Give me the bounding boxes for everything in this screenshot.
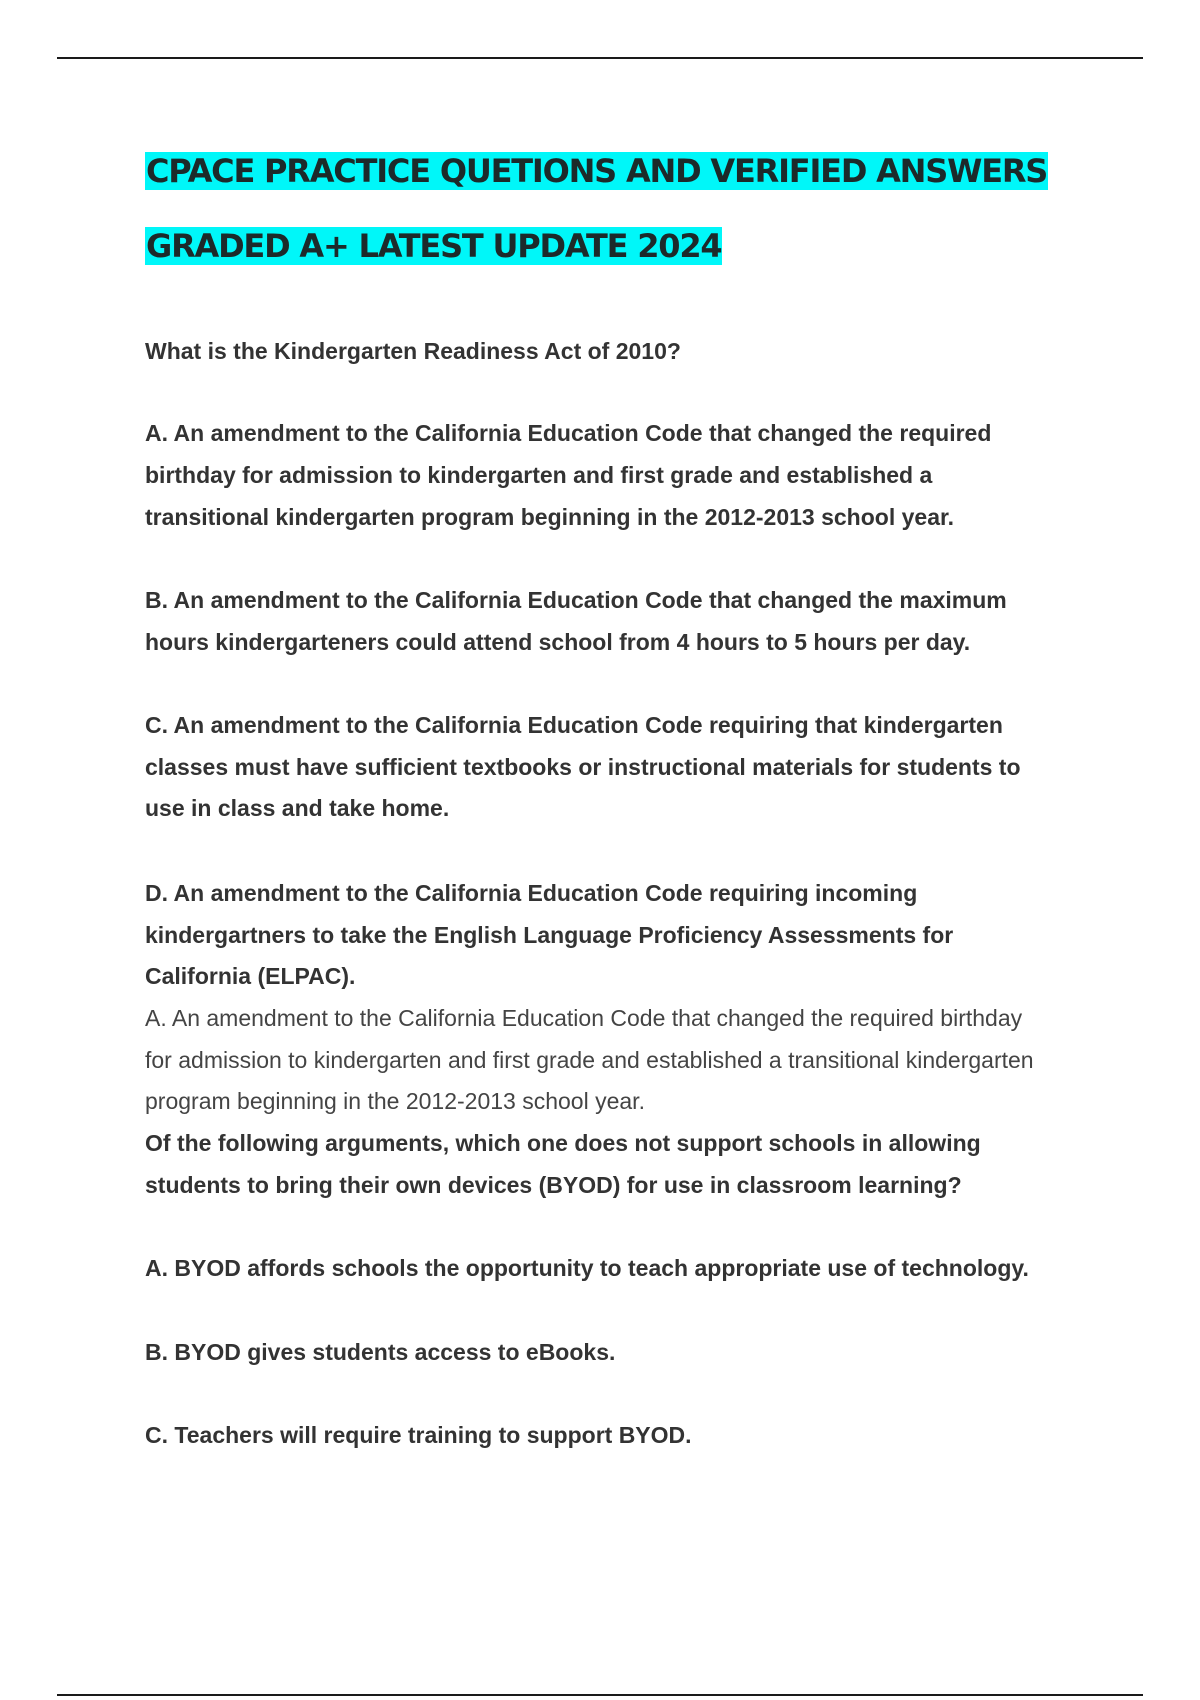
q1-option-a-line-3: transitional kindergarten program beginning in the 2012-2013 school year. <box>145 504 955 530</box>
title-highlight-1: CPACE PRACTICE QUETIONS AND VERIFIED ANSWERS <box>146 152 1048 190</box>
bottom-rule <box>57 1694 1143 1696</box>
q1-option-c-line-1: C. An amendment to the California Education Code requiring that kindergarten <box>145 712 1003 738</box>
q1-question: What is the Kindergarten Readiness Act of 2010? <box>145 338 681 364</box>
q1-option-d-line-2: kindergartners to take the English Language Proficiency Assessments for <box>145 922 954 948</box>
q1-option-c-line-2: classes must have sufficient textbooks or instructional materials for students to <box>145 754 1021 780</box>
q1-option-d-line-3: California (ELPAC). <box>145 963 356 989</box>
document-title-line-2 <box>145 221 722 271</box>
q1-option-a-line-1: A. An amendment to the California Education Code that changed the required <box>145 420 992 446</box>
q2-question-line-2: students to bring their own devices (BYOD) for use in classroom learning? <box>145 1172 962 1198</box>
q2-option-c: C. Teachers will require training to support BYOD. <box>145 1422 692 1448</box>
q1-option-b-line-1: B. An amendment to the California Education Code that changed the maximum <box>145 587 1007 613</box>
q2-question-line-1: Of the following arguments, which one does not support schools in allowing <box>145 1130 981 1156</box>
document-title-line-1 <box>145 146 1048 196</box>
top-rule <box>57 57 1143 59</box>
q1-option-c-line-3: use in class and take home. <box>145 795 450 821</box>
q1-answer-line-1: A. An amendment to the California Education Code that changed the required birthday <box>145 1005 1023 1031</box>
q1-answer-line-3: program beginning in the 2012-2013 school year. <box>145 1088 645 1114</box>
q1-option-a-line-2: birthday for admission to kindergarten and first grade and established a <box>145 462 933 488</box>
q2-option-a: A. BYOD affords schools the opportunity to teach appropriate use of technology. <box>145 1255 1029 1281</box>
q1-answer-line-2: for admission to kindergarten and first grade and established a transitional kindergarten <box>145 1047 1034 1073</box>
q1-option-b-line-2: hours kindergarteners could attend school from 4 hours to 5 hours per day. <box>145 629 971 655</box>
title-highlight-2: GRADED A+ LATEST UPDATE 2024 <box>146 227 722 265</box>
q2-option-b: B. BYOD gives students access to eBooks. <box>145 1339 616 1365</box>
q1-option-d-line-1: D. An amendment to the California Education Code requiring incoming <box>145 880 918 906</box>
